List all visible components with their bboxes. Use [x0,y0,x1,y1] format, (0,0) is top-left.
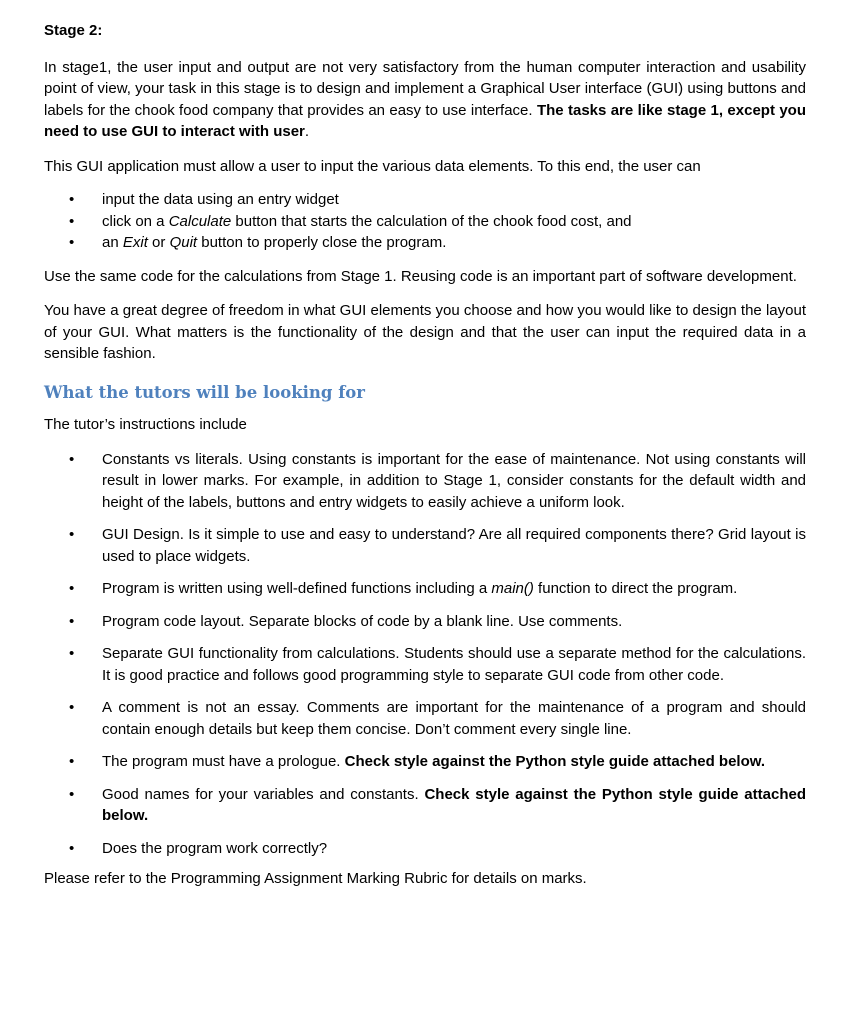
bullet-icon: • [69,839,75,857]
intro-paragraph [44,57,806,143]
bullet-icon: • [69,753,75,770]
bullet-icon: • [69,785,75,803]
bullet-icon: • [69,645,75,662]
bullet-icon: • [69,612,75,630]
bullet-icon: • [69,580,75,597]
list-item: • The program must have a prologue. Check style against the Python style guide attached below. [44,751,806,773]
list-item: • Does the program work correctly? [44,838,806,860]
user-can-list [44,189,806,254]
allow-paragraph: This GUI application must allow a user to input the various data elements. To this end, the user can [44,157,701,175]
list-item: • A comment is not an essay. Comments are important for the maintenance of a program and should contain enough details but keep them concise. Don’t comment every single line. [69,699,806,738]
bullet-icon: • [69,699,75,716]
bullet-icon: • [69,212,75,230]
list-item: • Good names for your variables and constants. Check style against the Python style guide attached below. [69,785,806,824]
bullet-icon: • [69,191,75,208]
bullet-icon: • [69,234,75,251]
list-item: • an Exit or Quit button to properly close the program. [44,232,806,254]
intro-text-end: . [304,123,310,140]
bullet-icon: • [69,450,75,468]
stage-title: Stage 2: [44,22,103,39]
footer-paragraph: Please refer to the Programming Assignment Marking Rubric for details on marks. [44,870,587,887]
list-item: • Constants vs literals. Using constants is important for the ease of maintenance. Not using constants will result in lower marks. For example, in addition to Stage 1, consider constants for the default width and height of the labels, buttons and entry widgets to easily achieve a uniform look. [69,450,806,511]
section-heading: What the tutors will be looking for [44,382,366,402]
reuse-paragraph: Use the same code for the calculations from Stage 1. Reusing code is an important part of software development. [44,267,797,285]
tutor-instructions-list [44,449,806,860]
bullet-icon: • [69,526,75,543]
list-item: • Program code layout. Separate blocks of code by a blank line. Use comments. [44,611,806,633]
list-item: • GUI Design. Is it simple to use and easy to understand? Are all required components there? Grid layout is used to place widgets. [69,526,806,565]
intro-text: In stage1, the user input and output are not very satisfactory from the human computer interaction and usability point of view, your task in this stage is to design and implement a Graphical User interface (GUI) using buttons and labels for the chook food company that provides an easy to use interface. [44,58,806,119]
list-item: • click on a Calculate button that starts the calculation of the chook food cost, and [44,211,806,233]
list-item: • Separate GUI functionality from calculations. Students should use a separate method for the calculations. It is good practice and follows good programming style to separate GUI code from other code. [69,645,806,684]
tutor-lead: The tutor’s instructions include [44,416,247,433]
list-item: • input the data using an entry widget [44,189,806,211]
list-item: • Program is written using well-defined functions including a main() function to direct the program. [44,578,806,600]
intro-bold-text: The tasks are like stage 1, except you need to use GUI to interact with user [44,101,806,140]
freedom-paragraph: You have a great degree of freedom in what GUI elements you choose and how you would like to design the layout of your GUI. What matters is the functionality of the design and that the user can input the required data in a sensible fashion. [44,302,806,362]
